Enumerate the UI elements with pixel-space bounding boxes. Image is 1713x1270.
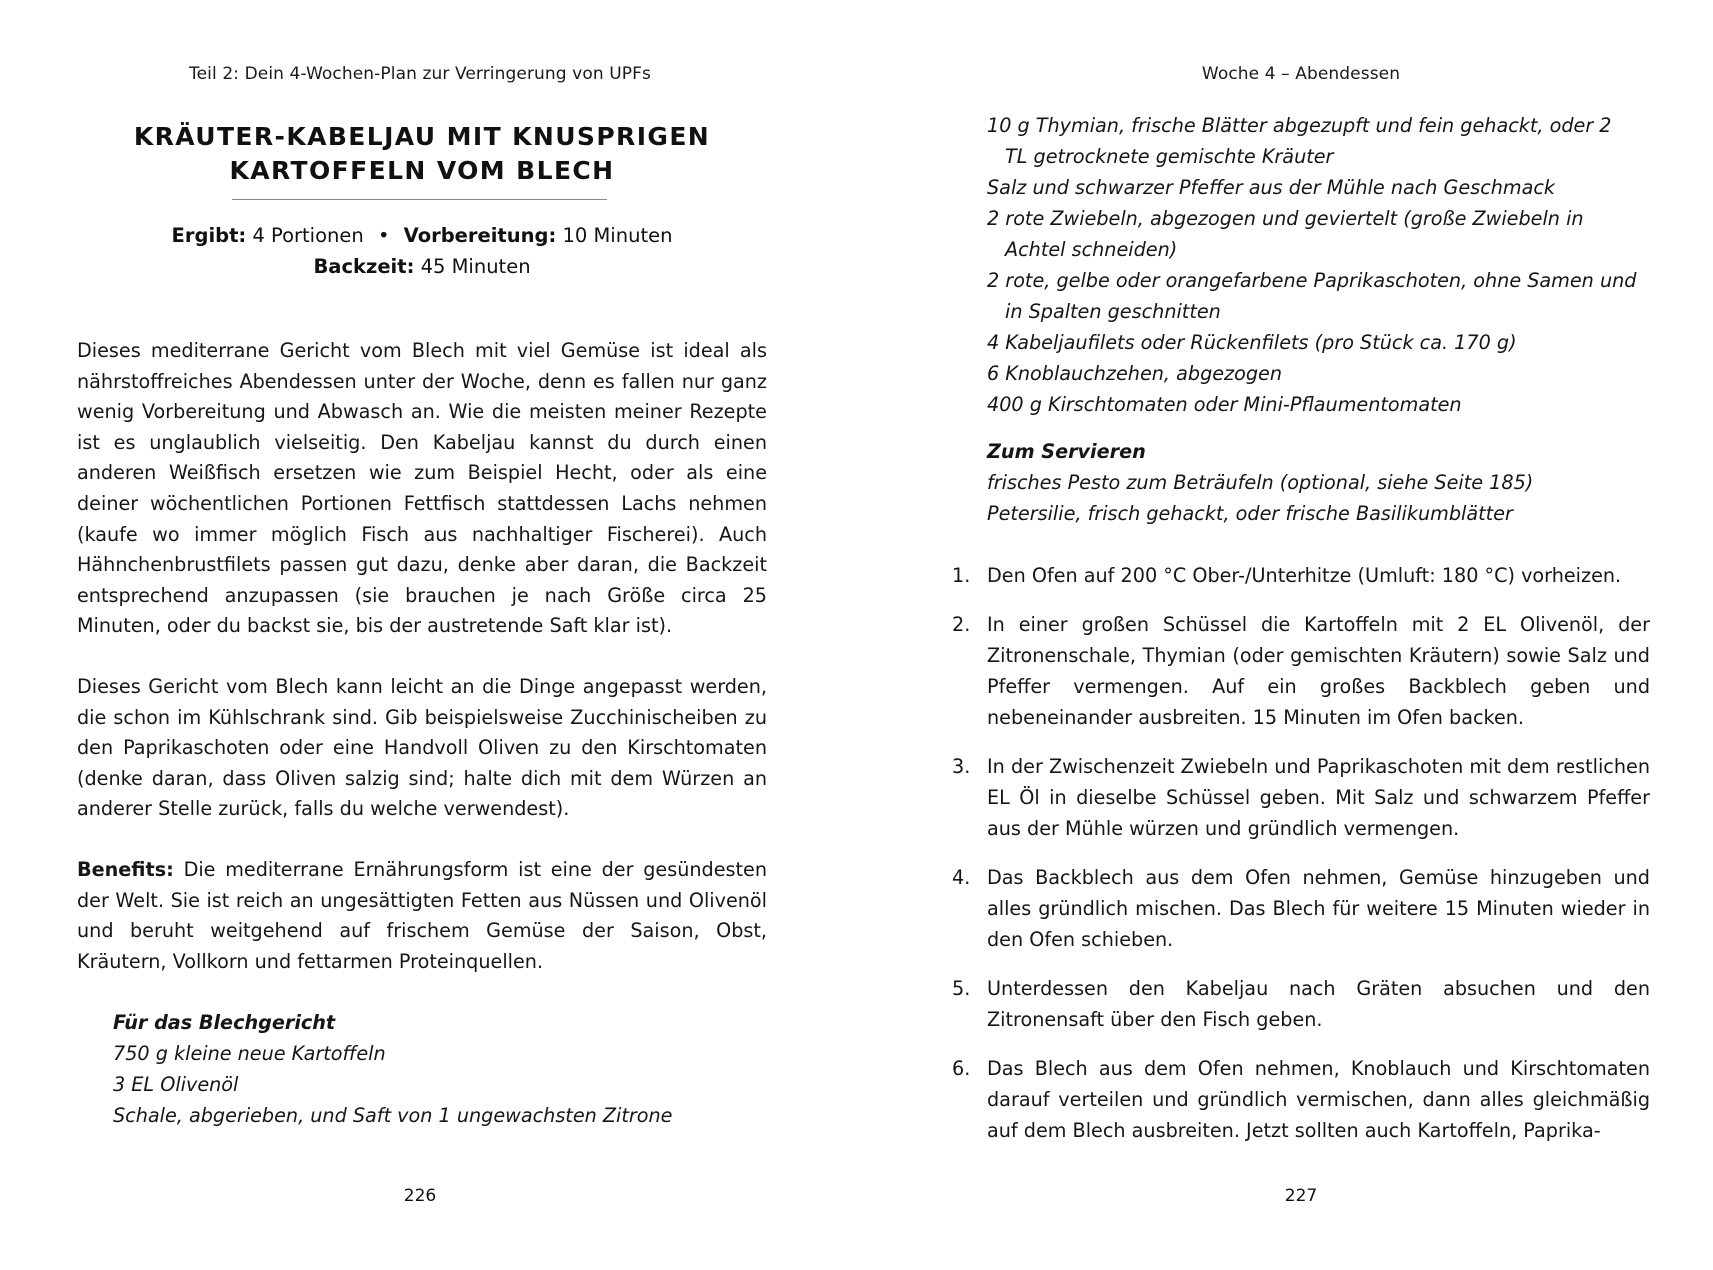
step-number: 6.	[952, 1057, 971, 1080]
page-number-right: 227	[1284, 1186, 1318, 1206]
running-head-right: Woche 4 – Abendessen	[1201, 64, 1401, 84]
step-item	[952, 973, 1650, 1035]
step-text: In der Zwischenzeit Zwiebeln und Paprikaschoten mit dem restlichen EL Öl in dieselbe Schüssel geben. Mit Salz und schwarzem Pfeffer aus der Mühle würzen und gründlich vermengen.	[987, 755, 1650, 840]
meta-line-1	[77, 220, 767, 251]
meta-line-2	[77, 251, 767, 282]
step-text: Den Ofen auf 200 °C Ober-/Unterhitze (Umluft: 180 °C) vorheizen.	[987, 564, 1622, 587]
step-text: Das Backblech aus dem Ofen nehmen, Gemüse hinzugeben und alles gründlich mischen. Das Blech für weitere 15 Minuten wieder in den Ofen schieben.	[987, 866, 1650, 951]
recipe-meta	[77, 220, 767, 282]
step-number: 1.	[952, 564, 971, 587]
intro-paragraph-block	[77, 336, 767, 642]
serving-heading: Zum Servieren	[987, 440, 1146, 463]
step-text: Das Blech aus dem Ofen nehmen, Knoblauch und Kirschtomaten darauf verteilen und gründlich vermischen, dann alles gleichmäßig auf dem Blech ausbreiten. Jetzt sollten auch Kartoffeln, Paprika-	[987, 1057, 1650, 1142]
page-number-left: 226	[403, 1186, 437, 1206]
ingredient-item: 3 EL Olivenöl	[113, 1073, 239, 1096]
ingredient-item: Schale, abgerieben, und Saft von 1 ungewachsten Zitrone	[113, 1104, 673, 1127]
step-item	[952, 1053, 1650, 1146]
left-page	[0, 0, 856, 1270]
ingredients-list-sheet-pan	[113, 1007, 763, 1131]
prep-label: Vorbereitung:	[403, 224, 557, 247]
right-page	[857, 0, 1713, 1270]
serving-list	[987, 436, 1637, 529]
ingredient-item: 10 g Thymian, frische Blätter abgezupft und fein gehackt, oder 2 TL getrocknete gemischte Kräuter	[987, 114, 1612, 168]
yield-value: 4 Portionen	[252, 224, 364, 247]
serving-item: Petersilie, frisch gehackt, oder frische Basilikumblätter	[987, 502, 1513, 525]
benefits-text: Die mediterrane Ernährungsform ist eine der gesündesten der Welt. Sie ist reich an ungesättigten Fetten aus Nüssen und Olivenöl und beruht weitgehend auf frischem Gemüse der Saison, Obst, Kräutern, Vollkorn und fettarmen Proteinquellen.	[77, 858, 767, 973]
running-head-left: Teil 2: Dein 4-Wochen-Plan zur Verringerung von UPFs	[189, 64, 651, 84]
serving-item: frisches Pesto zum Beträufeln (optional, siehe Seite 185)	[987, 471, 1534, 494]
variation-paragraph: Dieses Gericht vom Blech kann leicht an die Dinge angepasst werden, die schon im Kühlschrank sind. Gib beispielsweise Zucchinischeiben zu den Paprikaschoten oder eine Handvoll Oliven zu den Kirschtomaten (denke daran, dass Oliven salzig sind; halte dich mit dem Würzen an anderer Stelle zurück, falls du welche verwendest).	[77, 675, 767, 821]
variation-paragraph-block	[77, 672, 767, 825]
step-text: Unterdessen den Kabeljau nach Gräten absuchen und den Zitronensaft über den Fisch geben.	[987, 977, 1650, 1031]
ingredient-item: 2 rote, gelbe oder orangefarbene Paprikaschoten, ohne Samen und in Spalten geschnitten	[987, 269, 1637, 323]
method-steps	[952, 560, 1650, 1164]
step-item	[952, 609, 1650, 733]
step-item	[952, 560, 1650, 591]
step-number: 4.	[952, 866, 971, 889]
step-item	[952, 751, 1650, 844]
title-divider	[232, 199, 607, 200]
step-number: 5.	[952, 977, 971, 1000]
step-number: 3.	[952, 755, 971, 778]
ingredient-item: 4 Kabeljaufilets oder Rückenfilets (pro Stück ca. 170 g)	[987, 331, 1517, 354]
step-item	[952, 862, 1650, 955]
yield-label: Ergibt:	[171, 224, 247, 247]
ingredient-item: 2 rote Zwiebeln, abgezogen und geviertelt (große Zwiebeln in Achtel schneiden)	[987, 207, 1584, 261]
benefits-paragraph	[77, 855, 767, 977]
bake-label: Backzeit:	[313, 255, 415, 278]
step-number: 2.	[952, 613, 971, 636]
benefits-label: Benefits:	[77, 858, 174, 881]
ingredient-item: 400 g Kirschtomaten oder Mini-Pflaumentomaten	[987, 393, 1462, 416]
intro-paragraph: Dieses mediterrane Gericht vom Blech mit viel Gemüse ist ideal als nährstoffreiches Abendessen unter der Woche, denn es fallen nur ganz wenig Vorbereitung und Abwasch an. Wie die meisten meiner Rezepte ist es unglaublich vielseitig. Den Kabeljau kannst du durch einen anderen Weißfisch ersetzen wie zum Beispiel Hecht, oder als eine deiner wöchentlichen Portionen Fettfisch stattdessen Lachs nehmen (kaufe wo immer möglich Fisch aus nachhaltiger Fischerei). Auch Hähnchenbrustfilets passen gut dazu, denke aber daran, die Backzeit entsprechend anzupassen (sie brauchen je nach Größe circa 25 Minuten, oder du backst sie, bis der austretende Saft klar ist).	[77, 339, 767, 638]
ingredient-item: Salz und schwarzer Pfeffer aus der Mühle nach Geschmack	[987, 176, 1556, 199]
recipe-title	[77, 120, 767, 188]
ingredients-list-continued	[987, 110, 1637, 420]
ingredients-heading: Für das Blechgericht	[113, 1011, 336, 1034]
ingredient-item: 750 g kleine neue Kartoffeln	[113, 1042, 386, 1065]
ingredient-item: 6 Knoblauchzehen, abgezogen	[987, 362, 1283, 385]
benefits-paragraph-block	[77, 855, 767, 977]
prep-value: 10 Minuten	[562, 224, 673, 247]
step-text: In einer großen Schüssel die Kartoffeln mit 2 EL Olivenöl, der Zitronenschale, Thymian (oder gemischten Kräutern) sowie Salz und Pfeffer vermengen. Auf ein großes Backblech geben und nebeneinander ausbreiten. 15 Minuten im Ofen backen.	[987, 613, 1650, 729]
bullet-separator: •	[377, 224, 390, 247]
bake-value: 45 Minuten	[420, 255, 531, 278]
recipe-title-line-1: KRÄUTER-KABELJAU MIT KNUSPRIGEN	[133, 122, 711, 151]
recipe-title-line-2: KARTOFFELN VOM BLECH	[229, 156, 615, 185]
